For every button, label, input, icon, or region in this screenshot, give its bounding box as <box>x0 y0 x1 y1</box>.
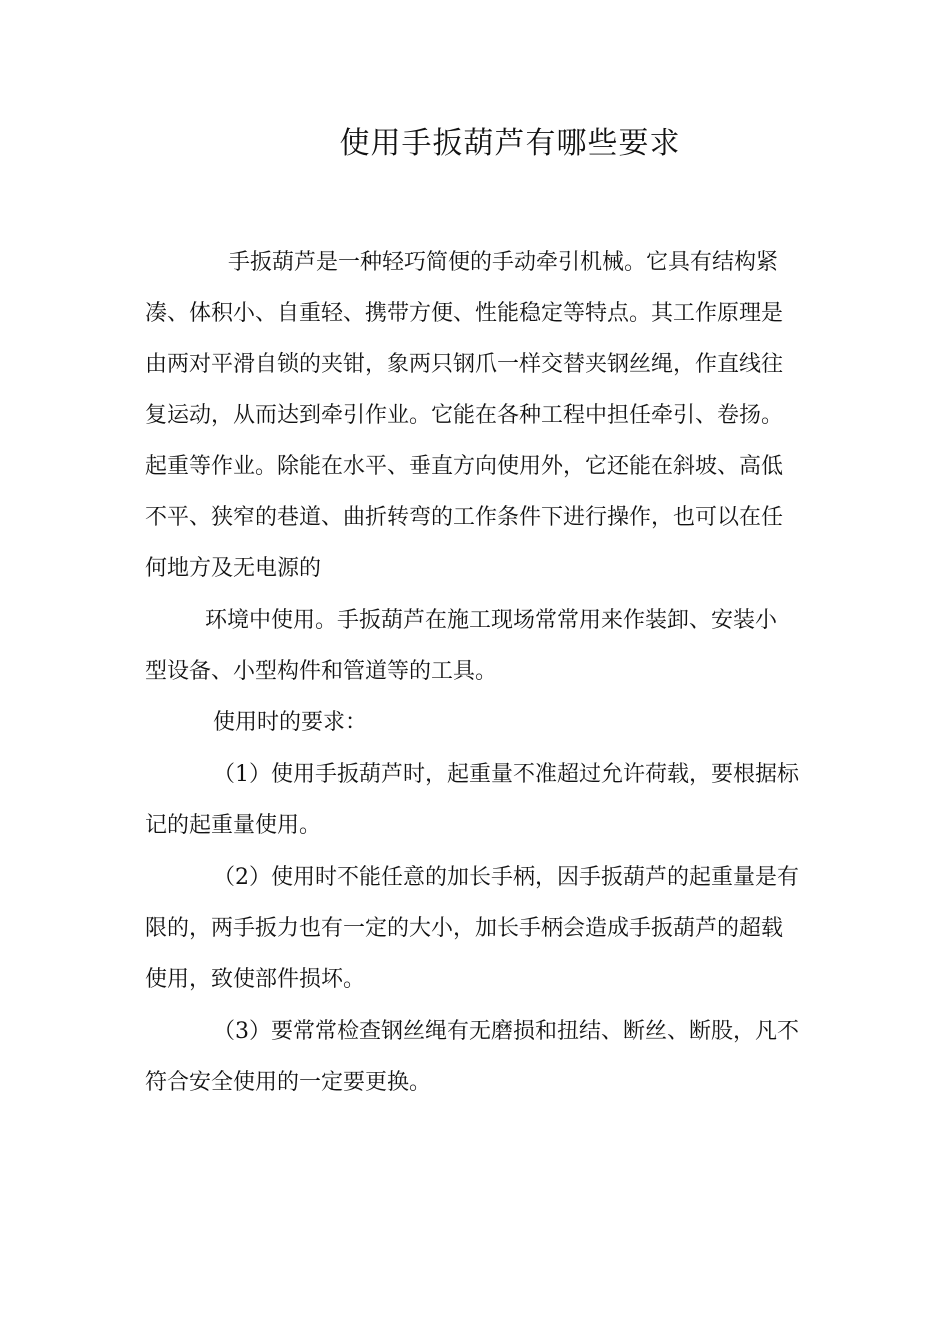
paragraph-line: 由两对平滑自锁的夹钳，象两只钢爪一样交替夹钢丝绳，作直线往 <box>145 352 784 377</box>
paragraph-line: 凑、体积小、自重轻、携带方便、性能稳定等特点。其工作原理是 <box>145 301 784 326</box>
list-item-line: （2）使用时不能任意的加长手柄，因手扳葫芦的起重量是有 <box>213 865 799 890</box>
paragraph-line: 手扳葫芦是一种轻巧简便的手动牵引机械。它具有结构紧 <box>228 250 779 275</box>
document-title: 使用手扳葫芦有哪些要求 <box>339 126 681 161</box>
list-item-line: 限的，两手扳力也有一定的大小，加长手柄会造成手扳葫芦的超载 <box>145 916 784 941</box>
list-item-line: 使用，致使部件损坏。 <box>145 967 366 992</box>
list-item-line: 记的起重量使用。 <box>145 813 322 838</box>
paragraph-line: 复运动，从而达到牵引作业。它能在各种工程中担任牵引、卷扬。 <box>145 403 784 428</box>
paragraph-line: 何地方及无电源的 <box>145 556 322 581</box>
paragraph-line: 不平、狭窄的巷道、曲折转弯的工作条件下进行操作，也可以在任 <box>145 505 784 530</box>
paragraph-line: 起重等作业。除能在水平、垂直方向使用外，它还能在斜坡、高低 <box>145 454 784 479</box>
list-item-line: （1）使用手扳葫芦时，起重量不准超过允许荷载，要根据标 <box>213 762 799 787</box>
section-heading: 使用时的要求： <box>213 710 368 735</box>
paragraph-line: 环境中使用。手扳葫芦在施工现场常常用来作装卸、安装小 <box>205 608 778 633</box>
list-item-line: （3）要常常检查钢丝绳有无磨损和扭结、断丝、断股，凡不 <box>213 1019 799 1044</box>
list-item-line: 符合安全使用的一定要更换。 <box>145 1070 432 1095</box>
paragraph-line: 型设备、小型构件和管道等的工具。 <box>145 659 498 684</box>
